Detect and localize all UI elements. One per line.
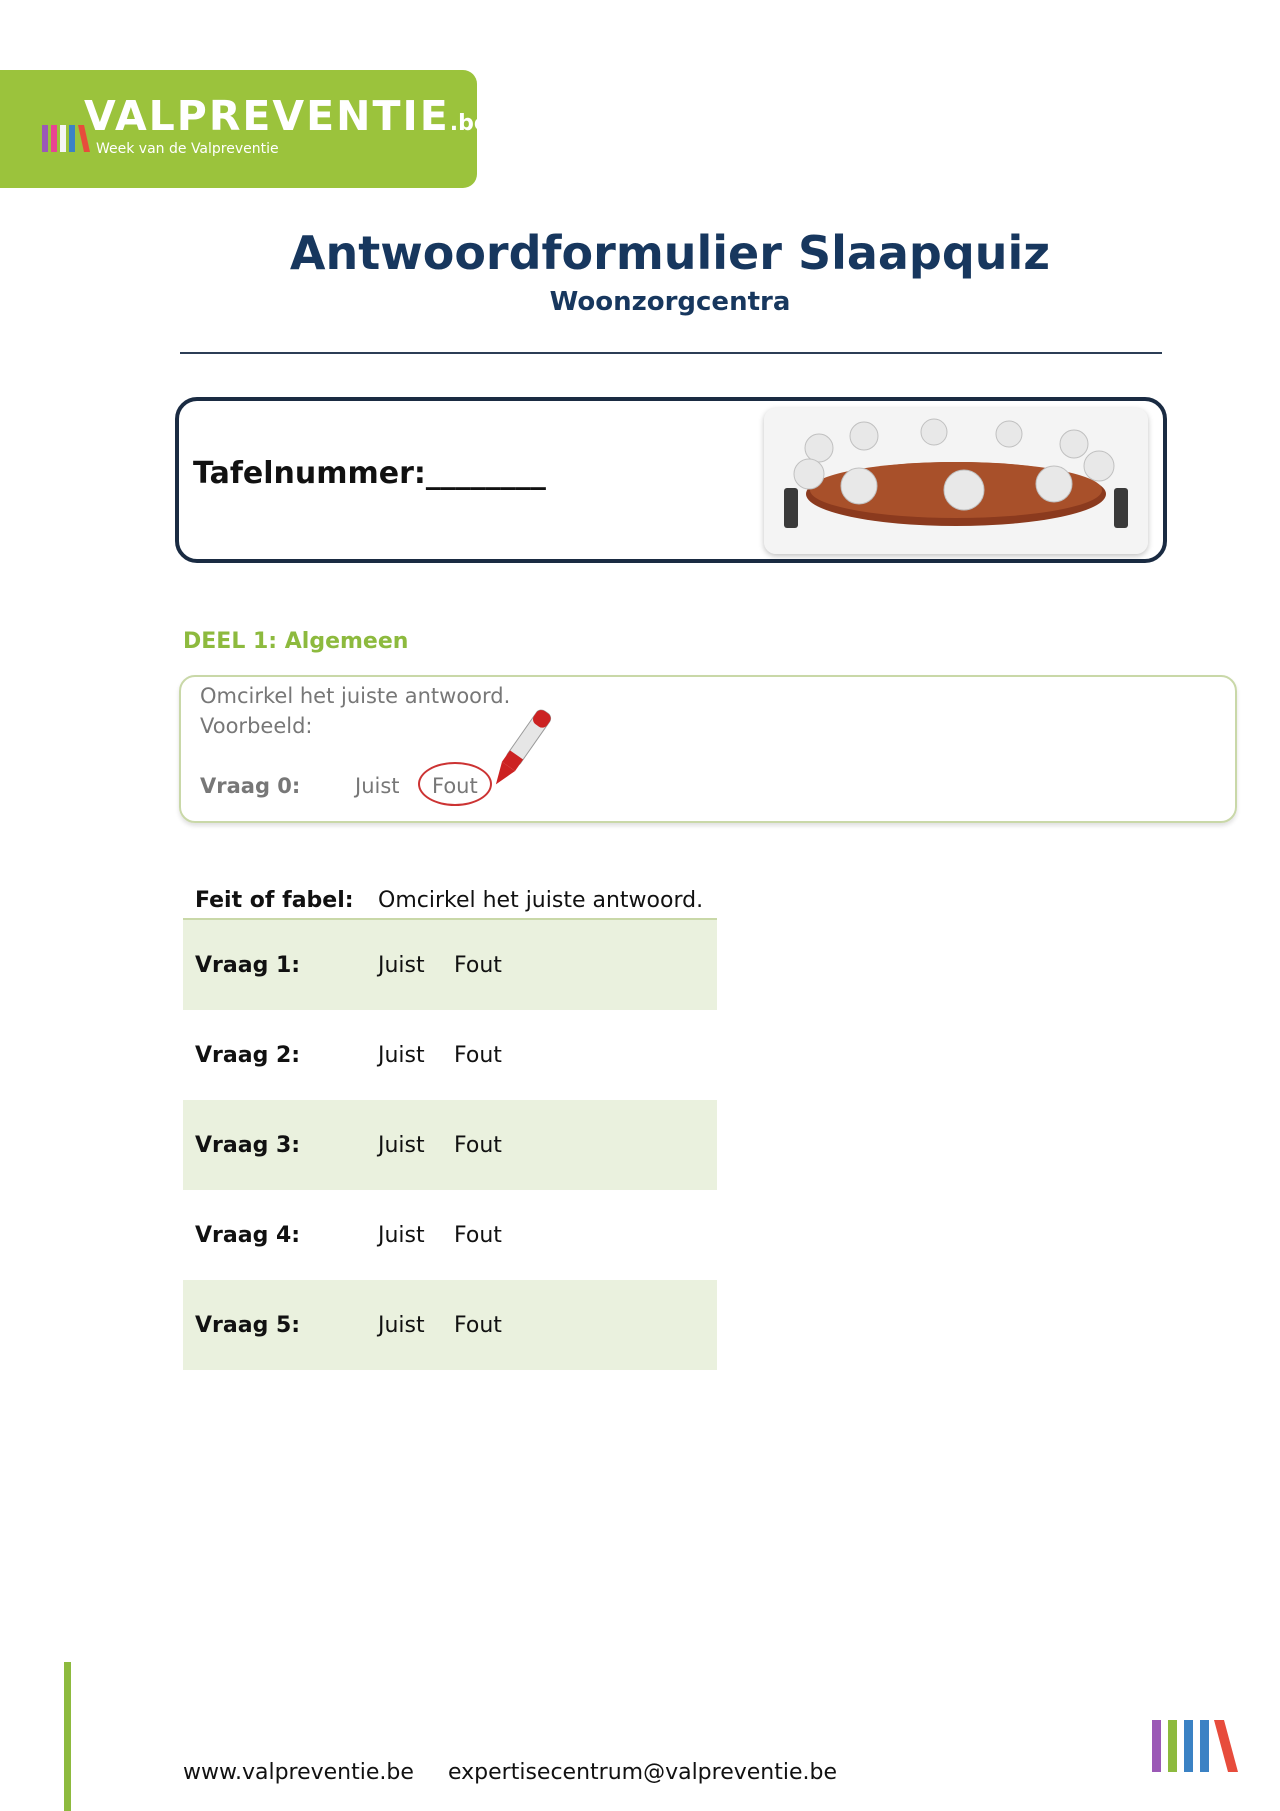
- header-divider: [180, 352, 1162, 354]
- answer-option-false[interactable]: Fout: [454, 1133, 502, 1158]
- example-label: Voorbeeld:: [200, 714, 313, 738]
- example-question: Vraag 0:: [200, 774, 301, 798]
- table-number-field[interactable]: Tafelnummer:________: [193, 456, 546, 491]
- example-option-true: Juist: [355, 774, 400, 798]
- answer-option-false[interactable]: Fout: [454, 1043, 502, 1068]
- section-title: DEEL 1: Algemeen: [183, 629, 409, 654]
- footer-accent-bar: [64, 1662, 71, 1811]
- quiz-table-header: [183, 876, 717, 920]
- question-label: Vraag 3:: [195, 1133, 301, 1158]
- page-subtitle: Woonzorgcentra: [549, 287, 791, 317]
- answer-option-true[interactable]: Juist: [378, 1043, 425, 1068]
- example-option-false: Fout: [432, 774, 478, 798]
- question-label: Vraag 5:: [195, 1313, 301, 1338]
- quiz-row: [183, 1100, 717, 1190]
- logo-wordmark: [84, 92, 489, 140]
- page-title: Antwoordformulier Slaapquiz: [289, 226, 1051, 280]
- meeting-table-image: [764, 408, 1148, 554]
- quiz-row: [183, 1190, 717, 1280]
- logo-bars-icon: [42, 122, 90, 152]
- answer-option-false[interactable]: Fout: [454, 1223, 502, 1248]
- pen-icon: [480, 700, 560, 800]
- quiz-header-label: Feit of fabel:: [195, 888, 354, 913]
- quiz-row: [183, 1280, 717, 1370]
- quiz-row: [183, 920, 717, 1010]
- footer-email-link[interactable]: expertisecentrum@valpreventie.be: [448, 1760, 838, 1785]
- question-label: Vraag 2:: [195, 1043, 301, 1068]
- footer-logo-bars-icon: [1152, 1716, 1238, 1772]
- logo-word: VALPREVENTIE: [84, 92, 450, 140]
- quiz-table: [183, 876, 717, 1370]
- question-label: Vraag 1:: [195, 953, 301, 978]
- answer-option-true[interactable]: Juist: [378, 953, 425, 978]
- footer-website-link[interactable]: www.valpreventie.be: [183, 1760, 414, 1785]
- quiz-header-instruction: Omcirkel het juiste antwoord.: [378, 888, 704, 913]
- answer-option-true[interactable]: Juist: [378, 1223, 425, 1248]
- logo-tagline: Week van de Valpreventie: [96, 141, 279, 157]
- quiz-row: [183, 1010, 717, 1100]
- answer-option-true[interactable]: Juist: [378, 1133, 425, 1158]
- answer-option-true[interactable]: Juist: [378, 1313, 425, 1338]
- question-label: Vraag 4:: [195, 1223, 301, 1248]
- answer-option-false[interactable]: Fout: [454, 953, 502, 978]
- logo-tld: .be: [449, 111, 489, 136]
- example-instruction: Omcirkel het juiste antwoord.: [200, 684, 511, 708]
- answer-option-false[interactable]: Fout: [454, 1313, 502, 1338]
